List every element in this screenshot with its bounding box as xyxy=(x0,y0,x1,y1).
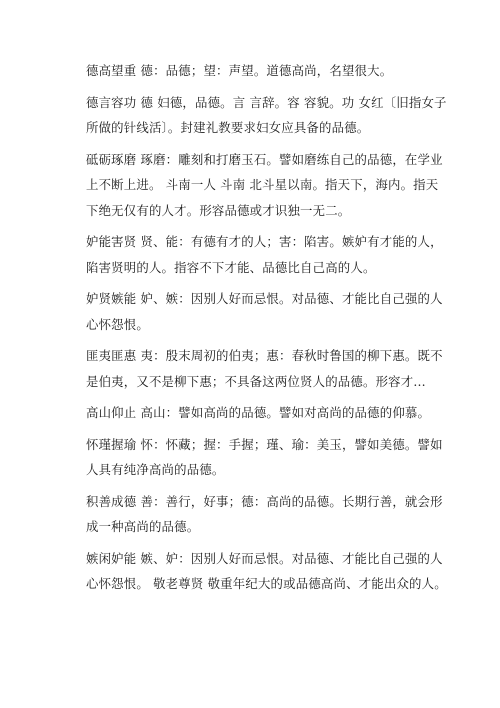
document-body xyxy=(86,58,448,603)
paragraph-1: 德高望重 德：品德；望：声望。道德高尚，名望很大。 xyxy=(86,63,393,78)
paragraph-4: 妒能害贤 贤、能：有德有才的人；害：陷害。嫉妒有才能的人，陷害贤明的人。指容不下才能、品德比自己高的人。 xyxy=(86,234,443,275)
paragraph-9: 积善成德 善：善行，好事；德：高尚的品德。长期行善，就会形成一种高尚的品德。 xyxy=(86,493,443,534)
paragraph-2: 德言容功 德 妇德，品德。言 言辞。容 容貌。功 女红〔旧指女子所做的针线活〕。封建礼教要求妇女应具备的品德。 xyxy=(86,94,447,135)
paragraph-5: 妒贤嫉能 妒、嫉：因别人好而忌恨。对品德、才能比自己强的人心怀怨恨。 xyxy=(86,291,443,332)
paragraph-8: 怀瑾握瑜 怀：怀藏；握：手握；瑾、瑜：美玉，譬如美德。譬如人具有纯净高尚的品德。 xyxy=(86,436,443,477)
paragraph-3: 砥砺琢磨 琢磨：雕刻和打磨玉石。譬如磨练自己的品德，在学业上不断上进。 斗南一人 斗南 北斗星以南。指天下，海内。指天下绝无仅有的人才。形容品德或才识独一无二。 xyxy=(86,151,443,218)
paragraph-7: 高山仰止 高山：譬如高尚的品德。譬如对高尚的品德的仰慕。 xyxy=(86,405,431,420)
paragraph-6: 匪夷匪惠 夷：殷末周初的伯夷；惠：春秋时鲁国的柳下惠。既不是伯夷，又不是柳下惠；不具备这两位贤人的品德。形容才... xyxy=(86,348,443,389)
paragraph-10: 嫉闲妒能 嫉、妒：因别人好而忌恨。对品德、才能比自己强的人心怀怨恨。 敬老尊贤 敬重年纪大的或品德高尚、才能出众的人。 xyxy=(86,550,447,591)
